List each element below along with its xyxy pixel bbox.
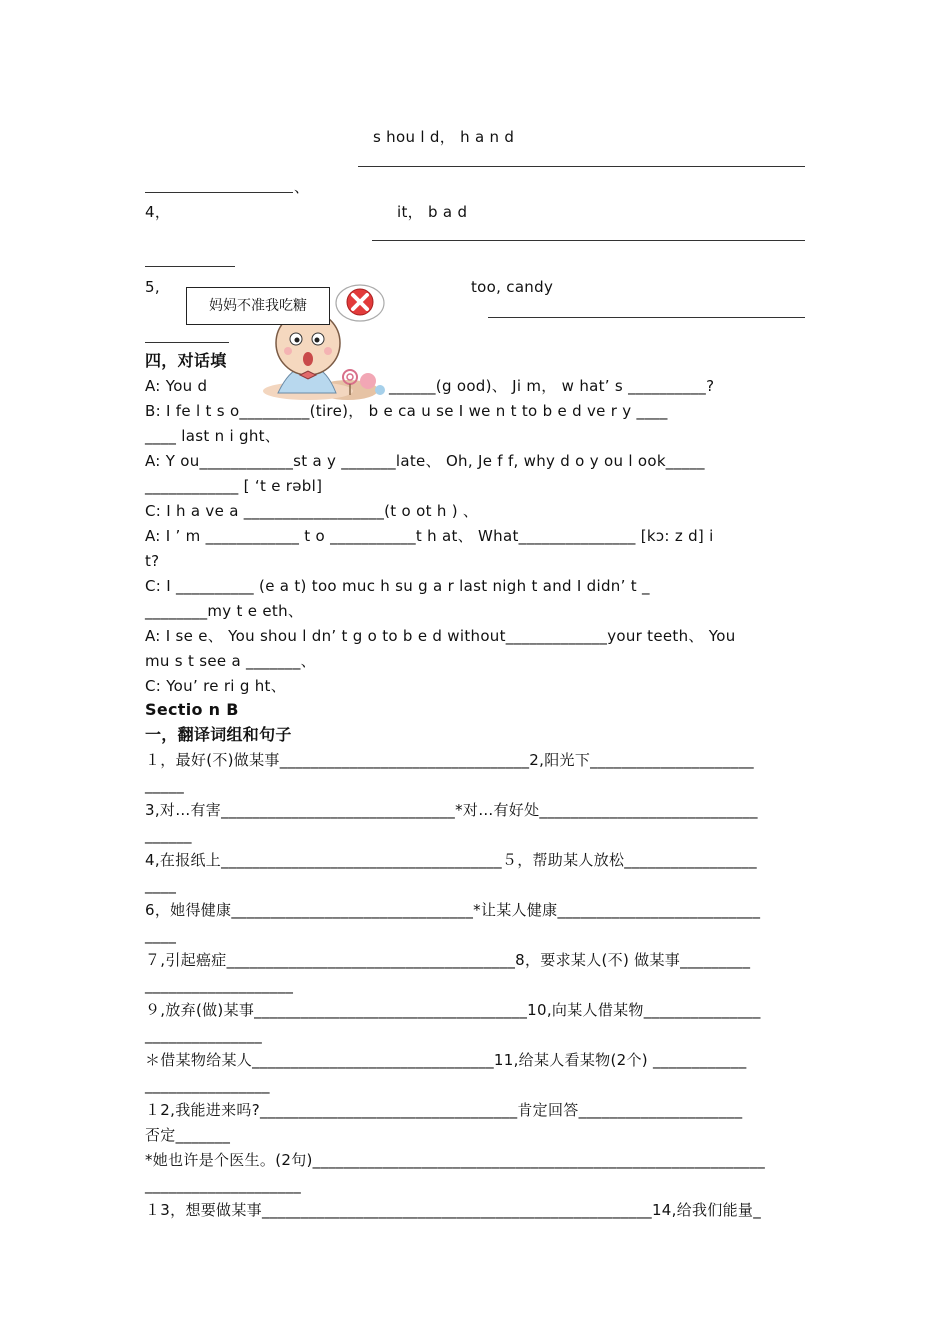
translation-line: ___________________ — [145, 976, 294, 994]
dialogue-line: ______(g ood)、 Ji m， w hat’ s __________? — [389, 377, 715, 395]
translation-line: _______________ — [145, 1026, 262, 1044]
dialogue-line: C: I h a ve a __________________(t o ot h ) 、 — [145, 502, 479, 520]
section-b-subtitle: 一，翻译词组和句子 — [145, 725, 292, 744]
translation-line: *她也许是个医生。(2句)__________________________________________________________ — [145, 1151, 766, 1169]
section-b-title: Sectio n B — [145, 700, 239, 719]
translation-line: ____________________ — [145, 1176, 301, 1194]
translation-line: 否定_______ — [145, 1126, 231, 1144]
translation-line: _____ — [145, 776, 184, 794]
translation-line: ７,引起癌症_____________________________________8，要求某人(不) 做某事_________ — [145, 951, 751, 969]
translation-line: １3，想要做某事__________________________________________________14,给我们能量_ — [145, 1201, 761, 1219]
translation-line: １，最好(不)做某事________________________________2,阳光下_____________________ — [145, 751, 754, 769]
exercise-5-number: 5, — [145, 278, 160, 296]
translation-line: ______ — [145, 826, 192, 844]
translation-line: ____ — [145, 876, 177, 894]
translation-line: 6，她得健康_______________________________*让某人健康__________________________ — [145, 901, 761, 919]
dialogue-line: A: I se e、 You shou l dn’ t g o to b e d without_____________your teeth、 You — [145, 627, 736, 645]
translation-line: ＊借某物给某人_______________________________11,给某人看某物(2个) ____________ — [145, 1051, 747, 1069]
speech-bubble: 妈妈不准我吃糖 — [186, 287, 330, 325]
translation-line: ________________ — [145, 1076, 270, 1094]
dialogue-line: A: Y ou____________st a y _______late、 Oh, Je f f, why d o y ou l ook_____ — [145, 452, 705, 470]
dialogue-line: A: I ’ m ____________ t o ___________t h at、 What_______________ [kɔ: z d] i — [145, 527, 714, 545]
dialogue-line: mu s t see a _______、 — [145, 652, 316, 670]
dialogue-line: ________my t e eth、 — [145, 602, 304, 620]
answer-line — [145, 342, 229, 343]
translation-line: 4,在报纸上____________________________________５，帮助某人放松_________________ — [145, 851, 757, 869]
translation-line: 3,对…有害______________________________*对…有好处____________________________ — [145, 801, 758, 819]
section-4-title: 四，对话填 — [145, 351, 227, 370]
answer-line — [488, 317, 805, 318]
translation-line: ９,放弃(做)某事___________________________________10,向某人借某物_______________ — [145, 1001, 761, 1019]
exercise-3-words: s hou l d， h a n d — [373, 128, 515, 146]
answer-line — [358, 166, 805, 167]
translation-line: １2,我能进来吗?_________________________________肯定回答_____________________ — [145, 1101, 743, 1119]
exercise-4-words: it， b a d — [397, 203, 468, 221]
dialogue-line: ____ last n i ght、 — [145, 427, 281, 445]
dialogue-line: B: I fe l t s o_________(tire)， b e ca u se I we n t to b e d ve r y ____ — [145, 402, 668, 420]
answer-line — [145, 266, 235, 267]
answer-line — [372, 240, 805, 241]
exercise-5-words: too, candy — [471, 278, 554, 296]
dialogue-line: ____________ [ ‘t e rəbl] — [145, 477, 323, 495]
translation-line: ____ — [145, 926, 177, 944]
exercise-4-number: 4， — [145, 203, 171, 221]
dialogue-line: A: You d — [145, 377, 208, 395]
exercise-3-tail: 、 — [294, 178, 310, 196]
prohibited-x-icon — [333, 282, 387, 324]
dialogue-line: C: I __________ (e a t) too muc h su g a r last nigh t and I didn’ t _ — [145, 577, 650, 595]
answer-line — [145, 192, 293, 193]
dialogue-line: t? — [145, 552, 160, 570]
dialogue-line: C: You’ re ri g ht、 — [145, 677, 287, 695]
